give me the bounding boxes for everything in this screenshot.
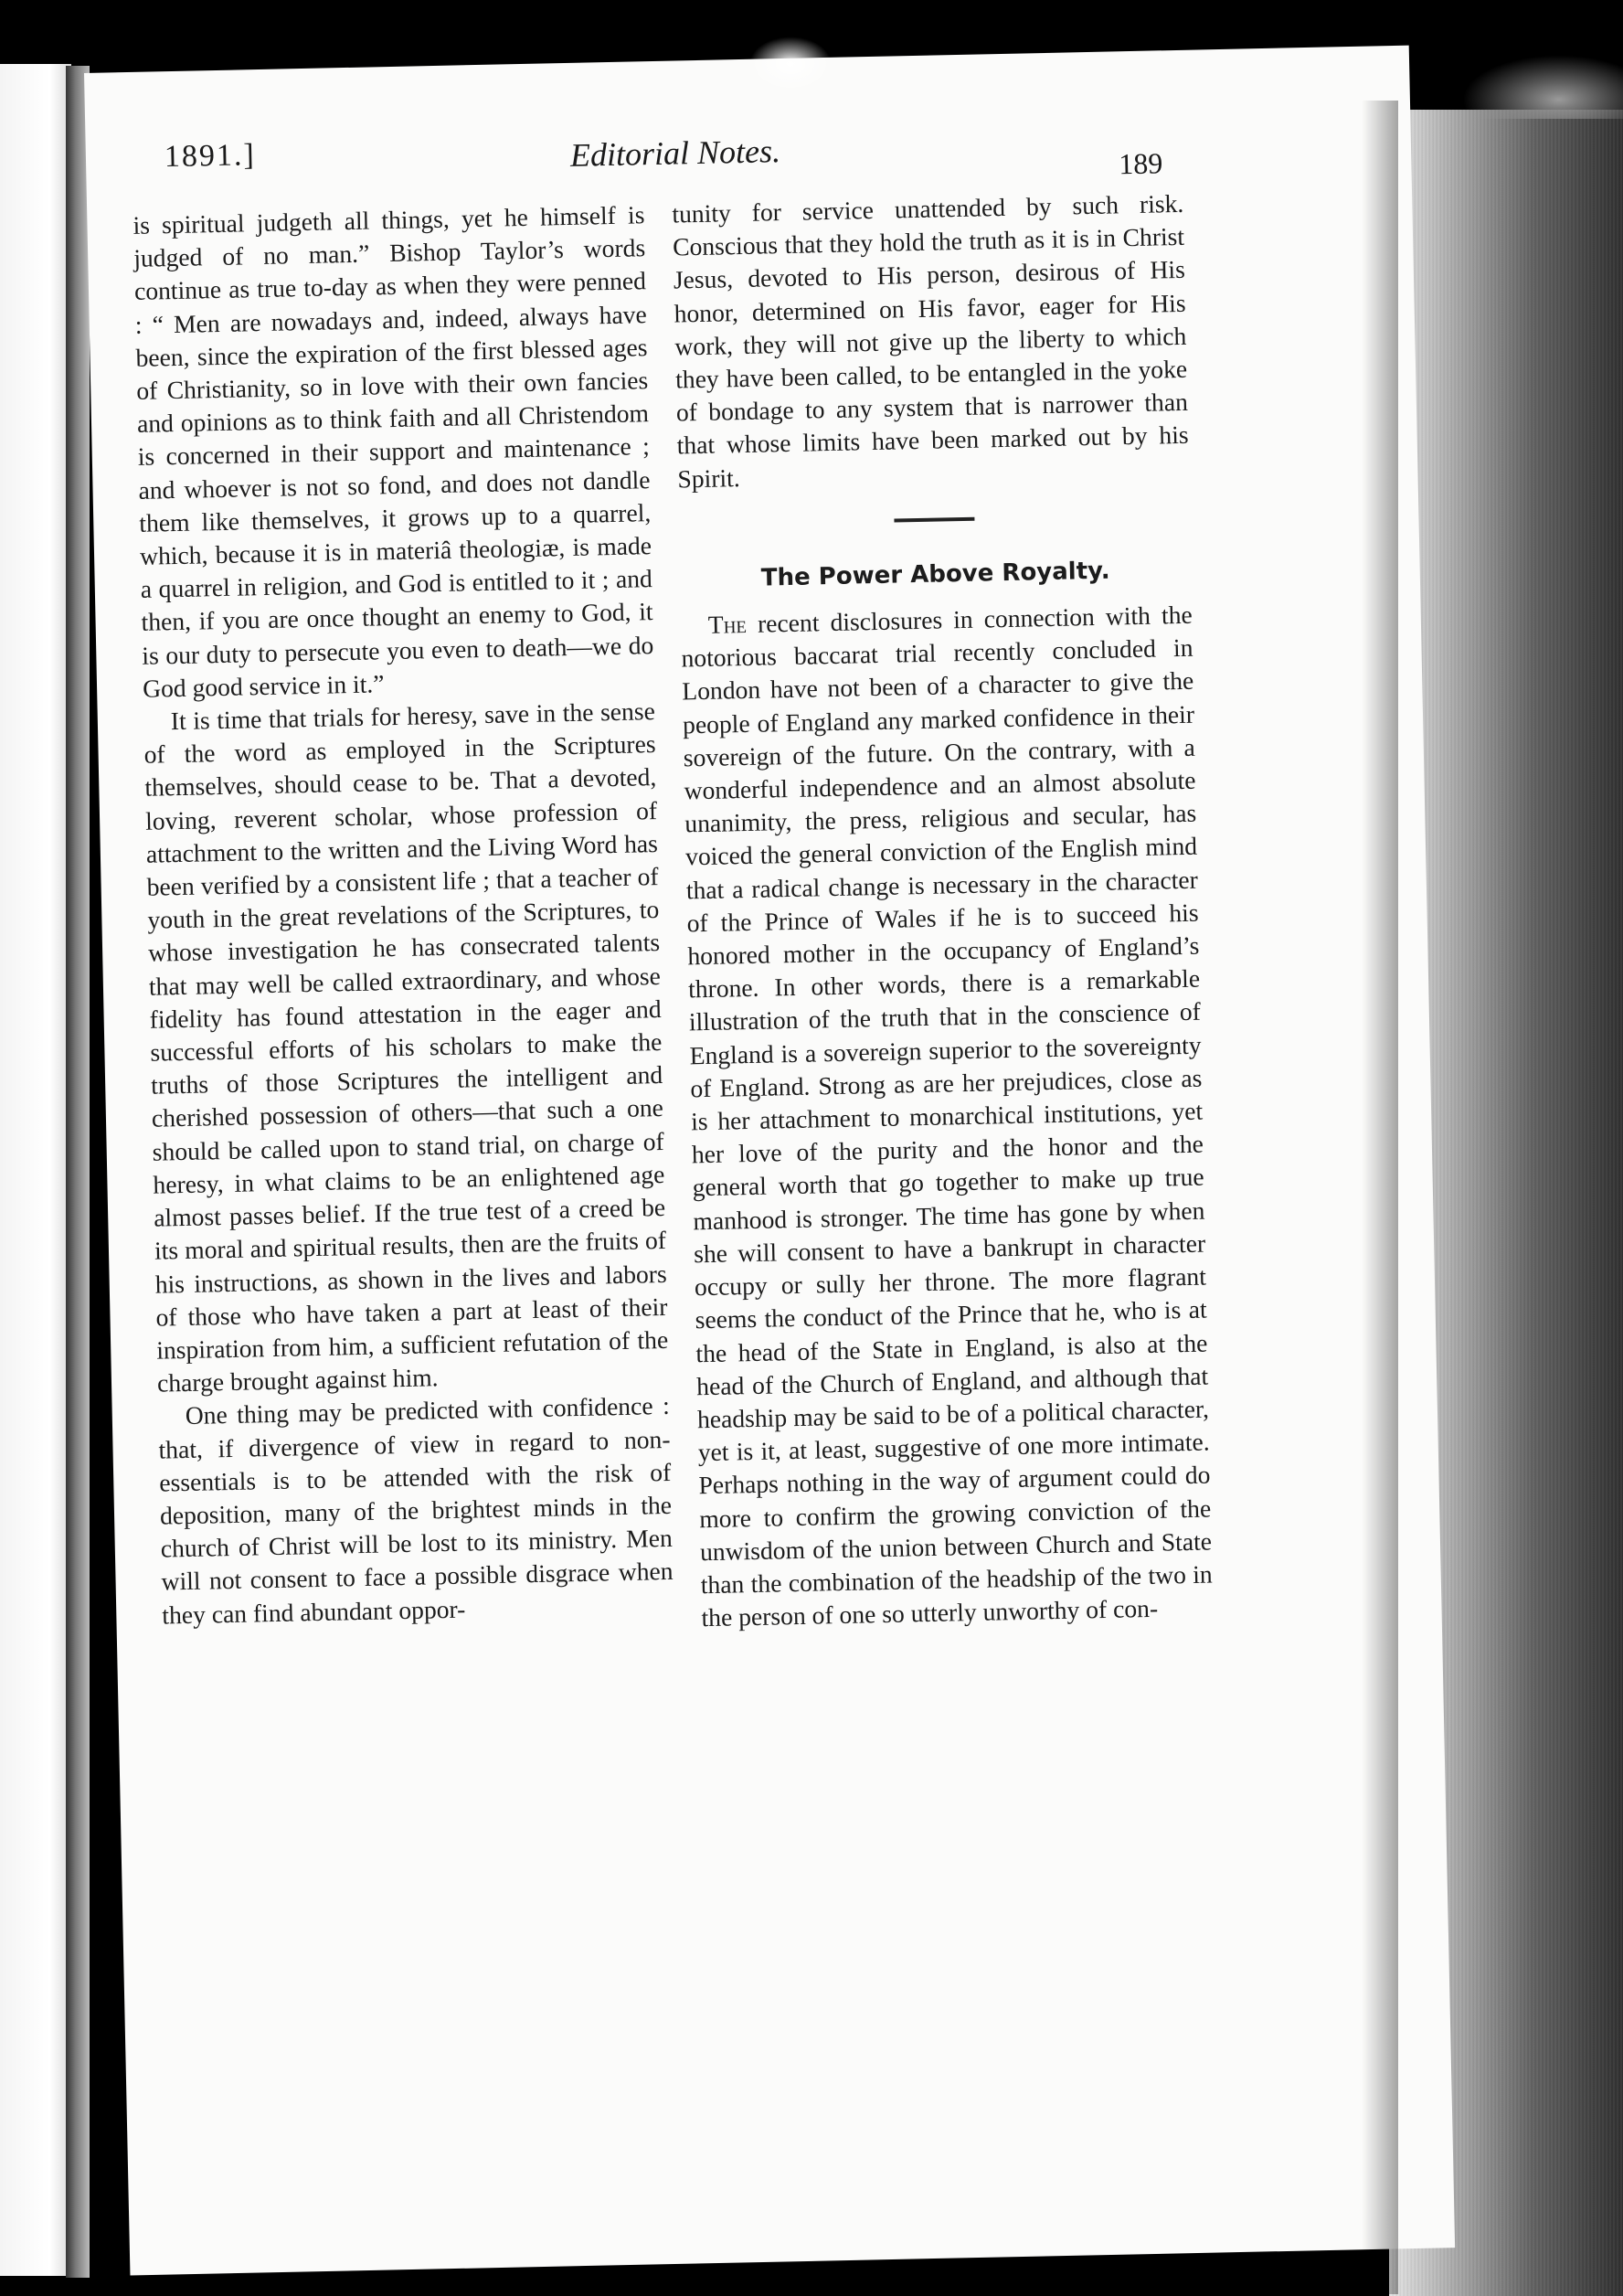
right-paragraph-1: tunity for service unattended by such risk. Conscious that they hold the truth as it is in Christ Jesus, devoted to His person, desirous of His honor, determined on His favor, eager for His work, they will not give up the liberty to which they have been called, to be entangled in the yoke of bondage to any system that is narrower than that whose limits have been marked out by his Spirit.	[672, 188, 1189, 494]
right-column	[672, 187, 1214, 1635]
book-page	[84, 46, 1455, 2276]
left-paragraph-2: It is time that trials for heresy, save in the sense of the word as employed in the Scriptures themselves, should cease to be. That a devoted, loving, reverent scholar, whose profession of attachment to the written and the Living Word has been verified by a consistent life ; that a teacher of youth in the great revelations of the Scriptures, to whose investigation he has consecrated talents that may well be called extraordinary, and whose fidelity has found attestation in the eager and successful efforts of his scholars to make the truths of those Scriptures the intelligent and cherished possession of others—that such a one should be called upon to stand trial, on charge of heresy, in what claims to be an enlightened age almost passes belief. If the true test of a creed be its moral and spiritual results, then are the fruits of his instructions, as shown in the lives and labors of those who have taken a part at least of their inspiration from him, a sufficient refutation of the charge brought against him.	[143, 696, 669, 1398]
lead-word: The	[707, 609, 748, 639]
scan-smudge	[749, 37, 832, 91]
section-heading: The Power Above Royalty.	[760, 557, 1110, 592]
right-paragraph-2-text: recent disclosures in connection with the notorious baccarat trial recently concluded in London have not been of a character to give the people of England any marked confidence in their sovereign of the future. On the contrary, with a wonderful independence and an almost absolute unanimity, the press, religious and secular, has voiced the general conviction of the English mind that a radical change is necessary in the character of the Prince of Wales if he is to succeed his honored mother in the occupancy of England’s throne. In other words, there is a remarkable illustration of the truth that in the conscience of England is a sovereign superior to the sovereignty of England. Strong as are her prejudices, close as is her attachment to monarchical institutions, yet her love of the purity and the honor and the general worth that go together to make up true manhood is stronger. The time has gone by when she will consent to have a bankrupt in character occupy or sully her throne. The more flagrant seems the conduct of the Prince that he, who is at the head of the State in England, is also at the head of the Church of England, and although that headship may be said to be of a political character, yet is it, at least, suggestive of one more intimate. Perhaps nothing in the way of argument could do more to confirm the growing conviction of the unwisdom of the union between Church and State than the combination of the headship of the two in the person of one so utterly unworthy of con-	[681, 600, 1213, 1632]
running-title: Editorial Notes.	[569, 133, 781, 174]
left-column	[133, 198, 674, 1632]
book-gutter	[66, 66, 90, 2278]
header-year: 1891.]	[164, 138, 257, 175]
scan-corner-shading	[1462, 55, 1623, 119]
page-edge-shadow	[1362, 101, 1398, 2294]
right-paragraph-2	[680, 599, 1213, 1635]
section-divider	[894, 517, 974, 523]
page-number: 189	[1118, 146, 1163, 181]
left-paragraph-1: is spiritual judgeth all things, yet he himself is judged of no man.” Bishop Taylor’s words continue as true to-day as when they were penned : “ Men are nowadays and, indeed, always have been, since the expiration of the first blessed ages of Christianity, so in love with their own fancies and opinions as to think faith and all Christendom is concerned in their support and maintenance ; and whoever is not so fond, and does not dandle them like themselves, it grows up to a quarrel, which, because it is in materiâ theologiæ, is made a quarrel in religion, and God is entitled to it ; and then, if you are once thought an enemy to God, it is our duty to persecute you even to death—we do God good service in it.”	[133, 200, 654, 703]
left-paragraph-3: One thing may be predicted with confidence : that, if divergence of view in regard to non-essentials is to be attended with the risk of deposition, many of the brightest minds in the church of Christ will be lost to its ministry. Men will not consent to face a possible disgrace when they can find abundant oppor-	[158, 1391, 674, 1630]
left-facing-page-edge	[0, 64, 71, 2276]
